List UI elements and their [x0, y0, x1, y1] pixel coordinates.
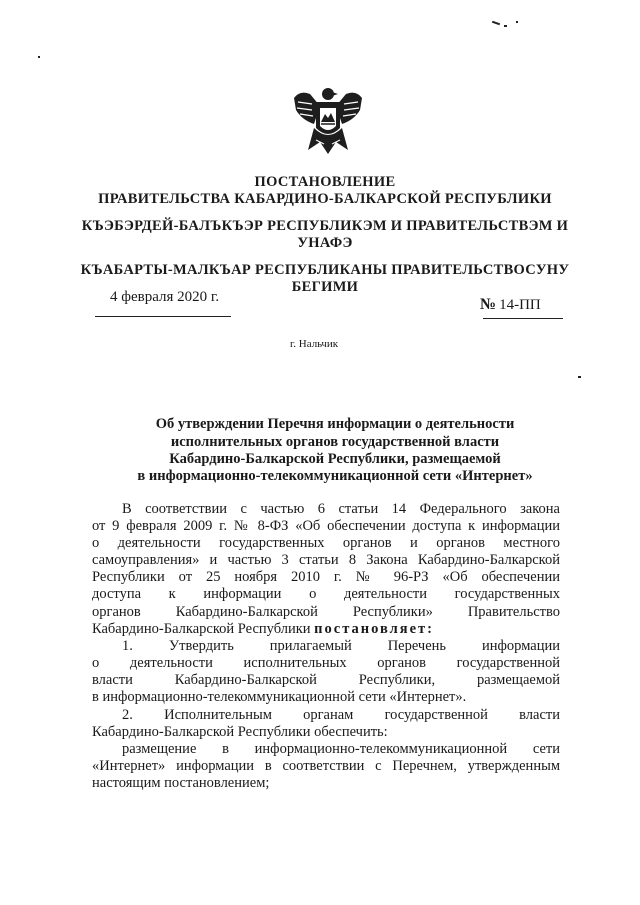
city-label: г. Нальчик [290, 338, 339, 350]
text-line: Республики от 25 ноября 2010 г. № 96-РЗ «Об обеспечении [92, 569, 560, 586]
scan-speck [504, 25, 507, 27]
text-line: доступа к информации о деятельности государственных [92, 586, 560, 603]
scan-speck [578, 376, 581, 378]
scan-speck [38, 56, 40, 58]
clause-1-paragraph [92, 638, 560, 706]
text-line: размещение в информационно-телекоммуникационной сети [122, 741, 560, 757]
header-kabardian-1: КЪЭБЭРДЕЙ-БАЛЪКЪЭР РЕСПУБЛИКЭМ И ПРАВИТЕЛЬСТВЭМ И [81, 218, 569, 234]
text-line: 2. Исполнительным органам государственной власти [122, 707, 560, 723]
text-line: самоуправления» и частью 3 статьи 8 Закона Кабардино-Балкарской [92, 552, 560, 569]
text-line: от 9 февраля 2009 г. № 8-ФЗ «Об обеспечении доступа к информации [92, 518, 560, 535]
text-line: Кабардино-Балкарской Республики обеспечить: [92, 724, 388, 741]
text-line: о деятельности исполнительных органов государственной [92, 655, 560, 672]
header-title: ПОСТАНОВЛЕНИЕ [254, 174, 396, 190]
date-underline [95, 316, 231, 317]
scan-speck [516, 21, 518, 23]
header-balkar-2: БЕГИМИ [291, 279, 359, 295]
document-number [480, 296, 541, 314]
clause-2-item-paragraph [92, 741, 560, 792]
text-line: 1. Утвердить прилагаемый Перечень информации [122, 638, 560, 654]
resolves-word: постановляет: [314, 620, 434, 637]
preamble-paragraph [92, 501, 560, 638]
document-date: 4 февраля 2020 г. [110, 289, 220, 305]
text-line: «Интернет» информации в соответствии с Перечнем, утвержденным [92, 758, 560, 775]
number-sign: № [480, 296, 497, 313]
document-title-line-4: в информационно-телекоммуникационной сети «Интернет» [137, 468, 533, 484]
text-line: о деятельности государственных органов и органов местного [92, 535, 560, 552]
header-kabardian-2: УНАФЭ [297, 235, 353, 251]
document-title-line-3: Кабардино-Балкарской Республики, размещаемой [169, 451, 501, 467]
number-value: 14-ПП [499, 297, 541, 313]
number-underline [483, 318, 563, 319]
document-title-line-1: Об утверждении Перечня информации о деятельности [155, 416, 515, 432]
header-balkar-1: КЪАБАРТЫ-МАЛКЪАР РЕСПУБЛИКАНЫ ПРАВИТЕЛЬСТВОСУНУ [80, 262, 570, 278]
text-fragment: Кабардино-Балкарской Республики [92, 620, 311, 637]
coat-of-arms-emblem [290, 84, 366, 156]
text-line: власти Кабардино-Балкарской Республики, размещаемой [92, 672, 560, 689]
clause-2-paragraph [92, 707, 560, 741]
scan-speck [492, 21, 500, 26]
text-line: органов Кабардино-Балкарской Республики» Правительство [92, 603, 560, 620]
text-line: В соответствии с частью 6 статьи 14 Федерального закона [122, 501, 560, 517]
document-title-line-2: исполнительных органов государственной власти [170, 434, 500, 450]
text-line [92, 621, 560, 638]
text-line: настоящим постановлением; [92, 775, 270, 792]
text-line: в информационно-телекоммуникационной сети «Интернет». [92, 689, 467, 706]
header-government: ПРАВИТЕЛЬСТВА КАБАРДИНО-БАЛКАРСКОЙ РЕСПУБЛИКИ [98, 191, 552, 207]
